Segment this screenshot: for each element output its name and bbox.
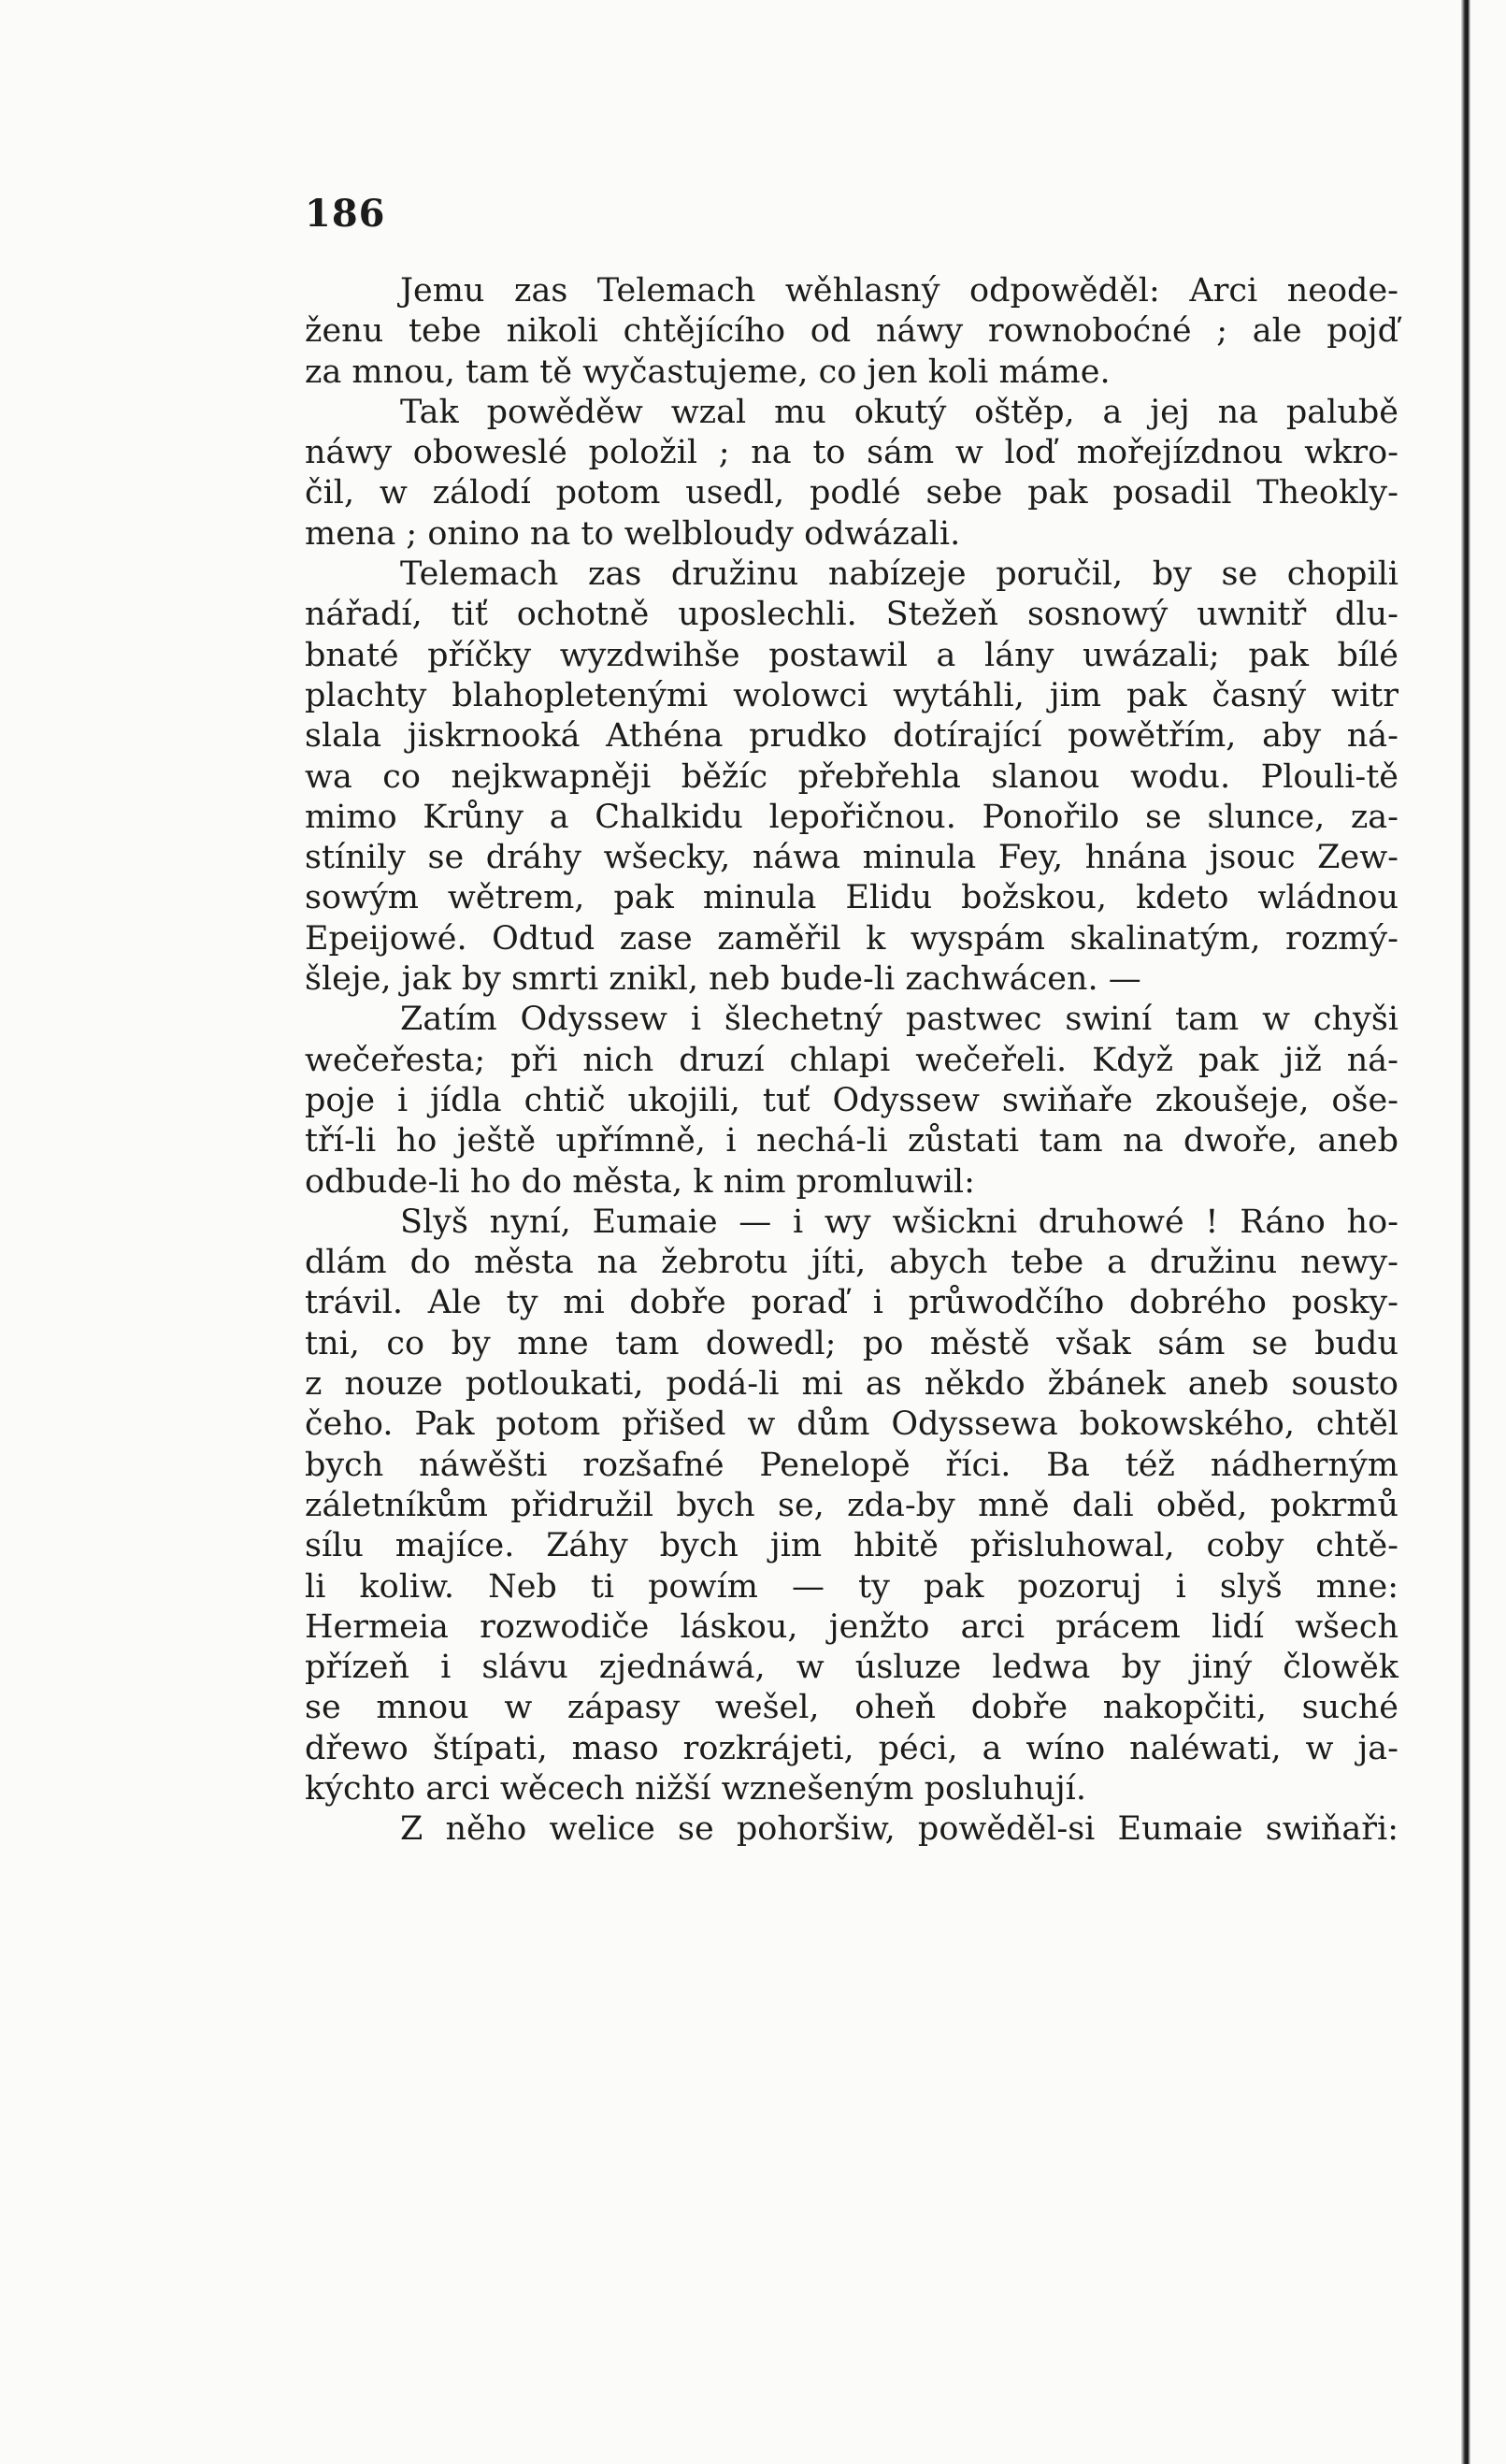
text-line: Z něho welice se pohoršiw, powěděl-si Eumaie swiňaři: xyxy=(400,1810,1398,1849)
text-line: dlám do města na žebrotu jíti, abych tebe a družinu newy- xyxy=(305,1244,1398,1282)
text-line: tří-li ho ještě upřímně, i nechá-li zůstati tam na dwoře, aneb xyxy=(305,1122,1398,1160)
text-line: náwy oboweslé položil ; na to sám w loď mořejízdnou wkro- xyxy=(305,434,1398,472)
text-line: li koliw. Neb ti powím — ty pak pozoruj i slyš mne: xyxy=(305,1567,1398,1606)
text-line: sílu majíce. Záhy bych jim hbitě přisluhowal, coby chtě- xyxy=(305,1527,1398,1565)
text-line: bnaté příčky wyzdwihše postawil a lány uwázali; pak bílé xyxy=(305,636,1398,674)
text-line: stínily se dráhy wšecky, náwa minula Fey, hnána jsouc Zew- xyxy=(305,839,1398,877)
text-line: čil, w zálodí potom usedl, podlé sebe pak posadil Theokly- xyxy=(305,474,1398,512)
text-line: mena ; onino na to welbloudy odwázali. xyxy=(305,514,961,553)
text-line: nářadí, tiť ochotně uposlechli. Stežeň sosnowý uwnitř dlu- xyxy=(305,596,1398,634)
text-line: sowým wětrem, pak minula Elidu božskou, kdeto wládnou xyxy=(305,879,1398,917)
text-line: Epeijowé. Odtud zase zaměřil k wyspám skalinatým, rozmý- xyxy=(305,919,1398,958)
text-line: poje i jídla chtič ukojili, tuť Odyssew swiňaře zkoušeje, oše- xyxy=(305,1081,1398,1119)
text-line: plachty blahopletenými wolowci wytáhli, jim pak časný witr xyxy=(305,676,1398,714)
text-line: trávil. Ale ty mi dobře poraď i průwodčího dobrého posky- xyxy=(305,1284,1398,1322)
text-line: Zatím Odyssew i šlechetný pastwec swiní tam w chyši xyxy=(400,1001,1398,1039)
text-line: Jemu zas Telemach wěhlasný odpowěděl: Arci neode- xyxy=(400,272,1398,310)
text-line: šleje, jak by smrti znikl, neb bude-li zachwácen. — xyxy=(305,960,1141,999)
text-line: Tak powěděw wzal mu okutý oštěp, a jej na palubě xyxy=(400,393,1398,431)
body-text xyxy=(305,271,1398,1851)
text-line: se mnou w zápasy wešel, oheň dobře nakopčiti, suché xyxy=(305,1689,1398,1727)
text-line: slala jiskrnooká Athéna prudko dotírající powětřím, aby ná- xyxy=(305,717,1398,756)
text-line: ženu tebe nikoli chtějícího od náwy rownoboćné ; ale pojď xyxy=(305,312,1398,351)
text-line: kýchto arci wěcech nižší wznešeným posluhují. xyxy=(305,1769,1087,1808)
text-line: tni, co by mne tam dowedl; po městě však sám se budu xyxy=(305,1324,1398,1362)
text-line: odbude-li ho do města, k nim promluwil: xyxy=(305,1162,975,1201)
text-line: Telemach zas družinu nabízeje poručil, by se chopili xyxy=(400,555,1398,594)
text-line: wa co nejkwapněji běžíc přebřehla slanou wodu. Plouli-tě xyxy=(305,757,1398,796)
text-line: bych náwěšti rozšafné Penelopě říci. Ba též nádherným xyxy=(305,1446,1398,1484)
text-line: dřewo štípati, maso rozkrájeti, péci, a wíno naléwati, w ja- xyxy=(305,1729,1398,1767)
text-line: Slyš nyní, Eumaie — i wy wšickni druhowé ! Ráno ho- xyxy=(400,1203,1398,1241)
text-line: z nouze potloukati, podá-li mi as někdo žbánek aneb sousto xyxy=(305,1365,1398,1404)
text-line: wečeřesta; při nich druzí chlapi wečeřeli. Když pak již ná- xyxy=(305,1041,1398,1079)
scan-page-edge xyxy=(1461,0,1470,2464)
text-line: čeho. Pak potom přišed w dům Odyssewa bokowského, chtěl xyxy=(305,1405,1398,1444)
page-number: 186 xyxy=(305,192,386,236)
text-line: záletníkům přidružil bych se, zda-by mně dali oběd, pokrmů xyxy=(305,1486,1398,1524)
text-line: Hermeia rozwodiče láskou, jenžto arci prácem lidí wšech xyxy=(305,1607,1398,1646)
text-line: mimo Krůny a Chalkidu lepořičnou. Ponořilo se slunce, za- xyxy=(305,798,1398,836)
text-line: za mnou, tam tě wyčastujeme, co jen koli máme. xyxy=(305,353,1111,391)
text-line: přízeň i slávu zjednáwá, w úsluze ledwa by jiný člowěk xyxy=(305,1649,1398,1687)
